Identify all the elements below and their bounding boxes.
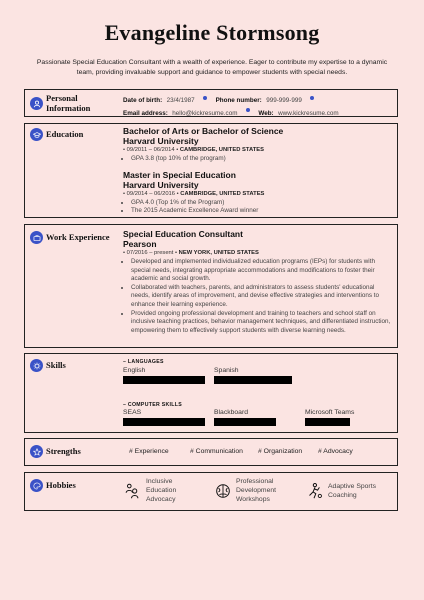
section-personal bbox=[24, 89, 398, 117]
education-bullets bbox=[123, 199, 391, 216]
skill-name: English bbox=[123, 367, 146, 374]
title-line1: Personal bbox=[46, 93, 78, 103]
school: Harvard University bbox=[123, 179, 199, 190]
section-title-personal bbox=[46, 94, 90, 113]
hobby-label bbox=[328, 482, 376, 500]
gear-icon bbox=[30, 359, 43, 372]
hobby-line: Coaching bbox=[328, 492, 357, 499]
section-strengths bbox=[24, 438, 398, 466]
section-title-strengths: Strengths bbox=[46, 446, 81, 456]
bullet: • Collaborated with teachers, parents, and administrators to assess students' educational needs, identify areas of improvement, and devise effective strategies and interventions to enhance their learning experience. bbox=[131, 284, 391, 310]
skill-level-bar bbox=[214, 418, 276, 426]
computer-heading: – COMPUTER SKILLS bbox=[123, 402, 182, 408]
strength-tag: # Organization bbox=[258, 448, 303, 455]
strength-tag: # Experience bbox=[129, 448, 169, 455]
work-meta: • 07/2016 – present • NEW YORK, UNITED STATES bbox=[123, 250, 259, 256]
job-title: Special Education Consultant bbox=[123, 229, 243, 239]
skill-level-bar bbox=[305, 418, 350, 426]
hobby-label bbox=[146, 477, 176, 504]
email-value[interactable]: hello@kickresume.com bbox=[172, 109, 238, 117]
dob-label: Date of birth: bbox=[123, 97, 163, 104]
strength-tag: # Advocacy bbox=[318, 448, 353, 455]
dates: 09/2011 – 06/2014 bbox=[126, 147, 175, 153]
bullet: • GPA 3.8 (top 10% of the program) bbox=[131, 155, 391, 164]
hobby-line: Education bbox=[146, 487, 177, 494]
web-value[interactable]: www.kickresume.com bbox=[278, 109, 339, 117]
work-bullets bbox=[123, 258, 391, 335]
location: NEW YORK, UNITED STATES bbox=[178, 250, 259, 256]
bullet-dot bbox=[246, 108, 250, 112]
briefcase-icon bbox=[30, 231, 43, 244]
section-title-education: Education bbox=[46, 129, 84, 139]
section-hobbies bbox=[24, 472, 398, 511]
hobby-line: Inclusive bbox=[146, 478, 173, 485]
bullet: • Developed and implemented individualized education programs (IEPs) for students with special needs, integrating appropriate accommodations and modifications to foster their academic and social growth. bbox=[131, 258, 391, 284]
hobby-line: Adaptive Sports bbox=[328, 483, 376, 490]
summary: Passionate Special Education Consultant with a wealth of experience. Eager to contribute my expertise to a dynamic team, providing invaluable support and guidance to empower students with special needs. bbox=[36, 59, 388, 76]
education-item bbox=[123, 126, 391, 164]
skill-level-bar bbox=[214, 376, 292, 384]
coaching-icon bbox=[305, 482, 323, 500]
web-label: Web: bbox=[258, 109, 274, 117]
bullet: • The 2015 Academic Excellence Award winner bbox=[131, 207, 391, 216]
star-icon bbox=[30, 445, 43, 458]
education-item bbox=[123, 170, 391, 216]
graduation-cap-icon bbox=[30, 128, 43, 141]
hobby-line: Development bbox=[236, 487, 277, 494]
skill-level-bar bbox=[123, 376, 205, 384]
skill-name: Spanish bbox=[214, 367, 239, 374]
education-bullets bbox=[123, 155, 391, 164]
hobby-line: Advocacy bbox=[146, 496, 176, 503]
personal-details bbox=[123, 93, 391, 118]
company: Pearson bbox=[123, 239, 157, 249]
education-list bbox=[123, 126, 391, 216]
languages-heading: – LANGUAGES bbox=[123, 359, 164, 365]
bullet-dot bbox=[203, 96, 207, 100]
location: CAMBRIDGE, UNITED STATES bbox=[180, 190, 265, 197]
degree: Bachelor of Arts or Bachelor of Science bbox=[123, 126, 284, 136]
section-work bbox=[24, 224, 398, 348]
degree: Master in Special Education bbox=[123, 169, 236, 180]
dates: 07/2016 – present bbox=[126, 250, 174, 256]
title-line2: Information bbox=[46, 102, 91, 113]
bullet: • Provided ongoing professional development and training to teachers and school staff on inclusive teaching practices, behavior management techniques, and differentiated instruction, empowering them to effectively support students with diverse learning needs. bbox=[131, 310, 391, 336]
dates: 09/2014 – 06/2016 bbox=[126, 190, 175, 197]
dob-value: 23/4/1987 bbox=[166, 97, 195, 104]
bullet-dot bbox=[310, 96, 314, 100]
email-label: Email address: bbox=[123, 109, 168, 117]
strength-tag: # Communication bbox=[190, 448, 243, 455]
section-education bbox=[24, 123, 398, 218]
hobby-label bbox=[236, 477, 276, 504]
palette-icon bbox=[30, 479, 43, 492]
resume-name: Evangeline Stormsong bbox=[104, 20, 320, 45]
bullet: • GPA 4.0 (Top 1% of the Program) bbox=[131, 199, 391, 208]
person-icon bbox=[30, 97, 43, 110]
skill-name: Blackboard bbox=[214, 409, 249, 416]
education-meta: • 09/2014 – 06/2016 • CAMBRIDGE, UNITED STATES bbox=[123, 190, 265, 197]
people-icon bbox=[123, 482, 141, 500]
brain-icon bbox=[214, 482, 232, 500]
hobby-line: Workshops bbox=[236, 496, 270, 503]
section-title-work: Work Experience bbox=[46, 232, 110, 242]
skill-name: SEAS bbox=[123, 409, 142, 416]
work-item bbox=[123, 229, 391, 335]
section-skills bbox=[24, 353, 398, 433]
education-meta: • 09/2011 – 06/2014 • CAMBRIDGE, UNITED STATES bbox=[123, 147, 265, 153]
skill-name: Microsoft Teams bbox=[305, 409, 355, 416]
phone-value: 999-999-999 bbox=[266, 97, 302, 104]
hobby-line: Professional bbox=[236, 478, 274, 485]
location: CAMBRIDGE, UNITED STATES bbox=[179, 147, 265, 153]
phone-label: Phone number: bbox=[215, 97, 262, 104]
skill-level-bar bbox=[123, 418, 205, 426]
section-title-skills: Skills bbox=[46, 360, 66, 370]
school: Harvard University bbox=[123, 136, 199, 146]
section-title-hobbies: Hobbies bbox=[46, 480, 76, 490]
